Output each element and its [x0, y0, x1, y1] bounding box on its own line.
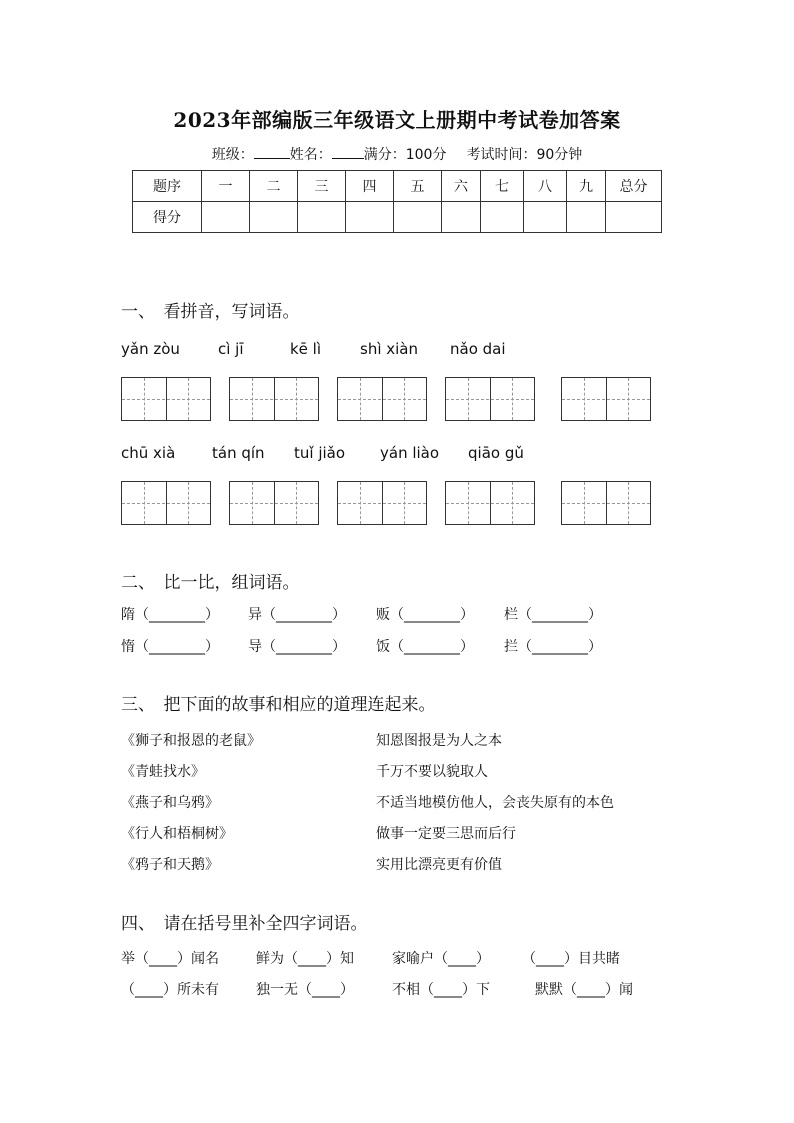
pinyin-label: yǎn zòu — [121, 340, 180, 358]
moral-text[interactable]: 实用比漂亮更有价值 — [376, 857, 502, 873]
exam-info — [0, 144, 794, 164]
score-header-cell: 一 — [202, 171, 250, 202]
writing-box[interactable] — [229, 377, 319, 421]
idiom-item[interactable]: （____）所未有 — [121, 982, 219, 998]
pinyin-row-1 — [0, 340, 794, 360]
score-header-cell: 六 — [442, 171, 481, 202]
idiom-item[interactable]: 不相（____）下 — [392, 982, 490, 998]
exam-title: 2023年部编版三年级语文上册期中考试卷加答案 — [173, 108, 621, 132]
moral-text[interactable]: 知恩图报是为人之本 — [376, 733, 502, 749]
box-divider — [382, 482, 383, 524]
pinyin-label: yán liào — [380, 444, 440, 462]
section2-heading: 二、 比一比，组词语。 — [121, 573, 300, 593]
compare-item[interactable]: 导（________） — [248, 639, 346, 655]
compare-item[interactable]: 惰（________） — [121, 639, 219, 655]
name-blank[interactable] — [332, 144, 364, 159]
exam-time: 考试时间：90分钟 — [466, 147, 583, 163]
class-blank[interactable] — [254, 144, 290, 159]
story-title[interactable]: 《燕子和乌鸦》 — [121, 795, 219, 811]
idiom-item[interactable]: 鲜为（____）知 — [256, 951, 354, 967]
writing-box[interactable] — [445, 377, 535, 421]
score-cell[interactable] — [250, 202, 298, 233]
box-divider — [274, 378, 275, 420]
section4-heading: 四、 请在括号里补全四字词语。 — [121, 914, 368, 934]
score-header-cell: 五 — [394, 171, 442, 202]
pinyin-row-2 — [0, 444, 794, 464]
compare-item[interactable]: 隋（________） — [121, 607, 219, 623]
box-divider — [606, 482, 607, 524]
idiom-item[interactable]: 举（____）闻名 — [121, 951, 219, 967]
compare-item[interactable]: 贩（________） — [376, 607, 474, 623]
score-header-cell: 题序 — [133, 171, 202, 202]
score-cell[interactable] — [567, 202, 606, 233]
writing-box[interactable] — [337, 377, 427, 421]
score-cell[interactable] — [298, 202, 346, 233]
score-header-cell: 总分 — [606, 171, 662, 202]
pinyin-label: qiāo gǔ — [468, 444, 524, 462]
story-title[interactable]: 《行人和梧桐树》 — [121, 826, 233, 842]
story-title[interactable]: 《青蛙找水》 — [121, 764, 205, 780]
compare-item[interactable]: 异（________） — [248, 607, 346, 623]
score-cell[interactable] — [394, 202, 442, 233]
pinyin-label: tuǐ jiǎo — [294, 444, 346, 462]
box-divider — [490, 482, 491, 524]
writing-box[interactable] — [561, 481, 651, 525]
score-table-header-row — [133, 171, 662, 202]
score-header-cell: 九 — [567, 171, 606, 202]
class-label: 班级： — [211, 147, 254, 163]
writing-box[interactable] — [229, 481, 319, 525]
story-title[interactable]: 《狮子和报恩的老鼠》 — [121, 733, 261, 749]
name-label: 姓名： — [289, 147, 332, 163]
score-header-cell: 四 — [346, 171, 394, 202]
writing-box[interactable] — [337, 481, 427, 525]
writing-box[interactable] — [121, 481, 211, 525]
writing-box[interactable] — [121, 377, 211, 421]
idiom-item[interactable]: 独一无（____） — [256, 982, 354, 998]
idiom-item[interactable]: 家喻户（____） — [392, 951, 490, 967]
score-cell[interactable] — [442, 202, 481, 233]
pinyin-label: chū xià — [121, 444, 176, 462]
score-table — [132, 170, 662, 233]
box-divider — [382, 378, 383, 420]
score-header-cell: 八 — [524, 171, 567, 202]
idiom-item[interactable]: 默默（____）闻 — [535, 982, 633, 998]
score-row-label: 得分 — [133, 202, 202, 233]
score-header-cell: 三 — [298, 171, 346, 202]
box-divider — [606, 378, 607, 420]
box-divider — [274, 482, 275, 524]
writing-box[interactable] — [445, 481, 535, 525]
pinyin-label: kē lì — [290, 340, 322, 358]
score-cell[interactable] — [481, 202, 524, 233]
moral-text[interactable]: 做事一定要三思而后行 — [376, 826, 516, 842]
pinyin-label: tán qín — [212, 444, 265, 462]
section1-heading: 一、 看拼音，写词语。 — [121, 302, 300, 322]
score-header-cell: 七 — [481, 171, 524, 202]
pinyin-label: nǎo dai — [450, 340, 506, 358]
score-cell[interactable] — [524, 202, 567, 233]
moral-text[interactable]: 不适当地模仿他人，会丧失原有的本色 — [376, 795, 614, 811]
score-cell[interactable] — [202, 202, 250, 233]
section3-heading: 三、 把下面的故事和相应的道理连起来。 — [121, 695, 436, 715]
box-divider — [166, 378, 167, 420]
box-divider — [166, 482, 167, 524]
compare-item[interactable]: 栏（________） — [504, 607, 602, 623]
pinyin-label: cì jī — [218, 340, 244, 358]
score-header-cell: 二 — [250, 171, 298, 202]
pinyin-label: shì xiàn — [360, 340, 419, 358]
story-title[interactable]: 《鸦子和天鹅》 — [121, 857, 219, 873]
score-cell[interactable] — [606, 202, 662, 233]
compare-item[interactable]: 拦（________） — [504, 639, 602, 655]
idiom-item[interactable]: （____）目共睹 — [522, 951, 620, 967]
writing-box[interactable] — [561, 377, 651, 421]
compare-item[interactable]: 饭（________） — [376, 639, 474, 655]
score-table-score-row — [133, 202, 662, 233]
box-divider — [490, 378, 491, 420]
moral-text[interactable]: 千万不要以貌取人 — [376, 764, 488, 780]
full-score: 满分：100分 — [363, 147, 447, 163]
score-cell[interactable] — [346, 202, 394, 233]
